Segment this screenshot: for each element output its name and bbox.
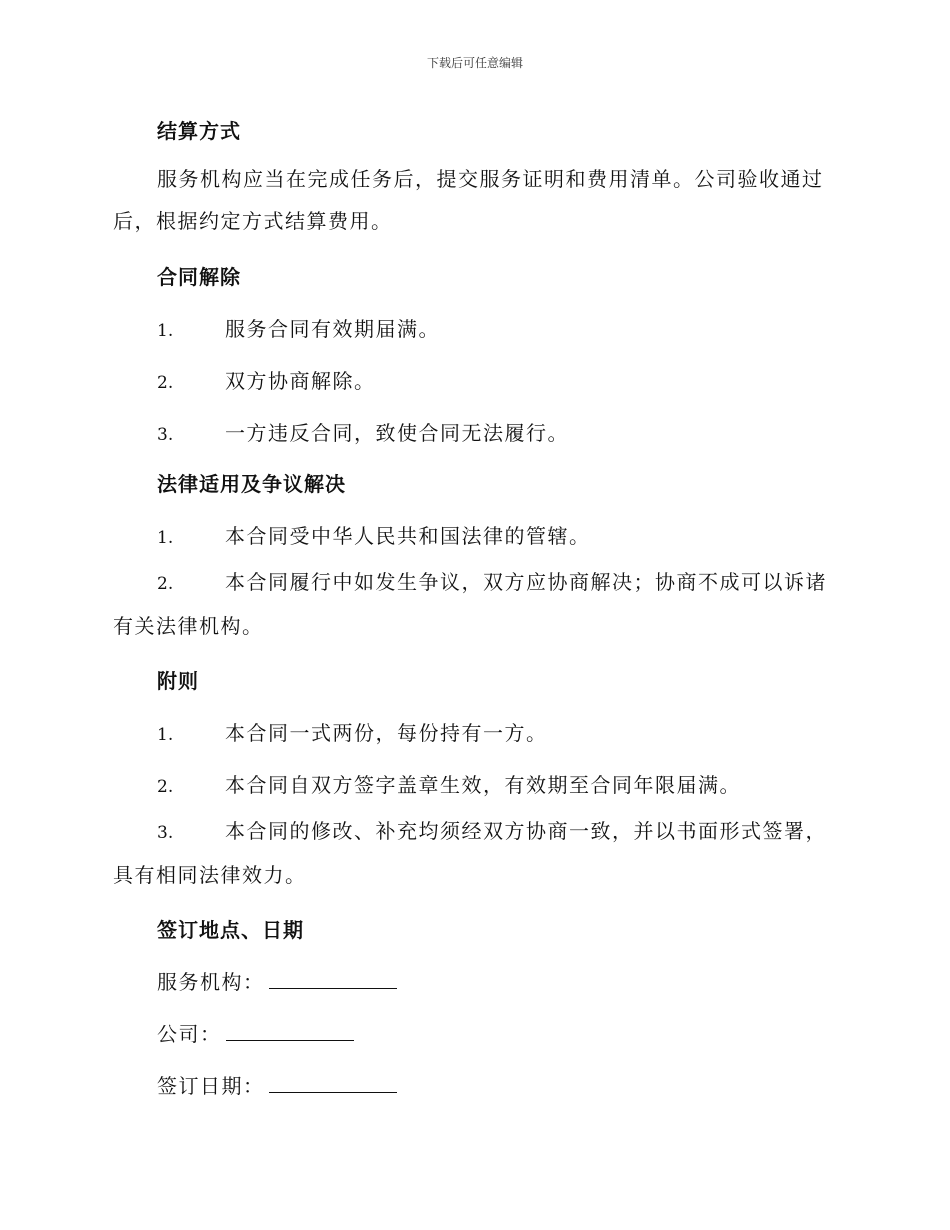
list-item-text: 本合同履行中如发生争议，双方应协商解决；协商不成可以诉诸有关法律机构。 bbox=[113, 570, 827, 638]
list-item-text: 服务合同有效期届满。 bbox=[225, 317, 440, 341]
list-item-number: 3. bbox=[157, 425, 174, 445]
section-title-appendix: 附则 bbox=[157, 669, 199, 693]
signature-label: 服务机构： bbox=[157, 970, 265, 994]
list-item bbox=[113, 810, 833, 896]
list-item-number: 2. bbox=[157, 777, 174, 797]
section-title-law: 法律适用及争议解决 bbox=[157, 472, 346, 496]
list-item-number: 1. bbox=[157, 321, 174, 341]
list-item-number: 1. bbox=[157, 725, 174, 745]
list-item bbox=[157, 417, 569, 446]
settlement-paragraph: 服务机构应当在完成任务后，提交服务证明和费用清单。公司验收通过后，根据约定方式结算费用。 bbox=[113, 167, 824, 233]
list-item-text: 本合同自双方签字盖章生效，有效期至合同年限届满。 bbox=[225, 773, 741, 797]
signature-field-date bbox=[157, 1070, 397, 1099]
list-item bbox=[157, 313, 440, 342]
list-item-number: 2. bbox=[157, 373, 174, 393]
list-item bbox=[157, 769, 741, 798]
signature-label: 公司： bbox=[157, 1022, 222, 1046]
list-item-text: 本合同一式两份，每份持有一方。 bbox=[225, 721, 548, 745]
signature-blank-line[interactable] bbox=[226, 1018, 354, 1041]
signature-blank-line[interactable] bbox=[269, 966, 397, 989]
list-item-text: 本合同受中华人民共和国法律的管辖。 bbox=[225, 524, 591, 548]
page-header-note: 下载后可任意编辑 bbox=[426, 56, 523, 70]
list-item bbox=[157, 717, 548, 746]
list-item bbox=[157, 520, 591, 549]
signature-blank-line[interactable] bbox=[269, 1070, 397, 1093]
list-item-text: 双方协商解除。 bbox=[225, 369, 376, 393]
signature-label: 签订日期： bbox=[157, 1074, 265, 1098]
list-item-number: 3. bbox=[157, 823, 174, 843]
list-item-text: 本合同的修改、补充均须经双方协商一致，并以书面形式签署，具有相同法律效力。 bbox=[113, 819, 827, 887]
list-item bbox=[113, 561, 833, 647]
signature-field-company bbox=[157, 1018, 354, 1047]
section-title-signing: 签订地点、日期 bbox=[157, 918, 304, 942]
list-item bbox=[157, 365, 376, 394]
list-item-text: 一方违反合同，致使合同无法履行。 bbox=[225, 421, 569, 445]
section-title-settlement: 结算方式 bbox=[157, 119, 241, 143]
list-item-number: 2. bbox=[157, 574, 174, 594]
section-title-termination: 合同解除 bbox=[157, 265, 241, 289]
list-item-number: 1. bbox=[157, 528, 174, 548]
signature-field-agency bbox=[157, 966, 397, 995]
